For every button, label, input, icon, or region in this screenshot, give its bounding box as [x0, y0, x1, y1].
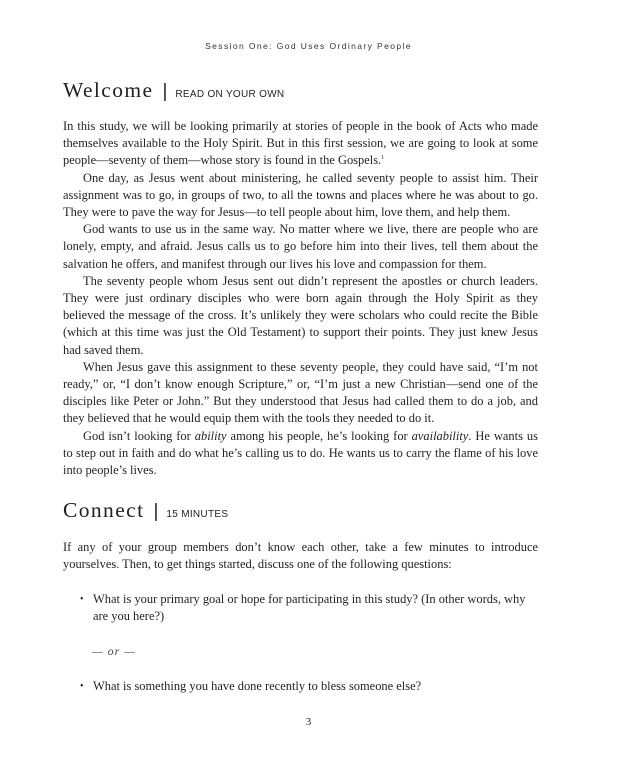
heading-divider: | — [162, 81, 168, 102]
bullet-icon: • — [80, 681, 84, 692]
paragraph-text: In this study, we will be looking primarily at stories of people in the book of Acts who made themselves available to the Holy Spirit. But in this first session, we are going to look at some people—seventy of them—whose story is found in the Gospels. — [63, 119, 538, 168]
emphasis-ability: ability — [194, 428, 227, 443]
welcome-paragraph-2: One day, as Jesus went about ministering, he called seventy people to assist him. Their assignment was to go, in groups of two, to all the towns and places where he was about to go. They were to pave the way for Jesus—to tell people about him, love them, and help them. — [63, 170, 538, 220]
connect-title: Connect — [63, 498, 145, 522]
welcome-paragraph-5: When Jesus gave this assignment to these seventy people, they could have said, “I’m not ready,” or, “I don’t know enough Scripture,” or, “I’m just a new Christian—send one of the disciples like Peter or John.” But they understood that Jesus had called them to do a job, and they believed that he would equip them with the tools they needed to do it. — [63, 359, 538, 426]
question-item-2 — [80, 678, 540, 695]
question-text-1: What is your primary goal or hope for participating in this study? (In other words, why are you here?) — [93, 592, 526, 624]
page-number: 3 — [305, 716, 312, 728]
welcome-heading — [63, 78, 284, 103]
bullet-icon: • — [80, 594, 84, 605]
connect-heading — [63, 498, 228, 523]
connect-intro — [63, 539, 538, 573]
running-head: Session One: God Uses Ordinary People — [205, 41, 412, 51]
or-separator: — or — — [92, 644, 137, 658]
heading-divider: | — [153, 501, 159, 522]
footnote-marker: 1 — [381, 155, 385, 162]
emphasis-availability: availability — [411, 428, 469, 443]
connect-intro-text: If any of your group members don’t know each other, take a few minutes to introduce yourselves. Then, to get things started, discuss one of the following questions: — [63, 540, 538, 572]
welcome-paragraph-3: God wants to use us in the same way. No matter where we live, there are people who are lonely, empty, and afraid. Jesus calls us to go before him into their lives, tell them about the salvation he offers, and manifest through our lives his love and compassion for them. — [63, 222, 538, 271]
question-item-1 — [80, 591, 540, 625]
welcome-subtitle: READ ON YOUR OWN — [175, 89, 285, 100]
welcome-title: Welcome — [63, 78, 154, 102]
paragraph-text: . He wants us to step out in faith and do what he’s calling us to do. He wants us to carry the flame of his love into people’s lives. — [63, 428, 538, 478]
welcome-paragraph-6 — [63, 428, 538, 480]
paragraph-text: God isn’t looking for — [83, 428, 195, 443]
welcome-paragraph-4: The seventy people whom Jesus sent out didn’t represent the apostles or church leaders. They were just ordinary disciples who were born again through the Holy Spirit as they believed the message of the cross. It’s unlikely they were scholars who could recite the Bible (which at this time was just the Old Testament) to support their points. They just knew Jesus had saved them. — [63, 273, 538, 357]
connect-subtitle: 15 MINUTES — [166, 509, 229, 520]
paragraph-text: among his people, he’s looking for — [226, 428, 412, 443]
welcome-paragraph-1 — [63, 118, 538, 170]
question-text-2: What is something you have done recently to bless someone else? — [93, 679, 422, 693]
welcome-body — [63, 118, 538, 479]
